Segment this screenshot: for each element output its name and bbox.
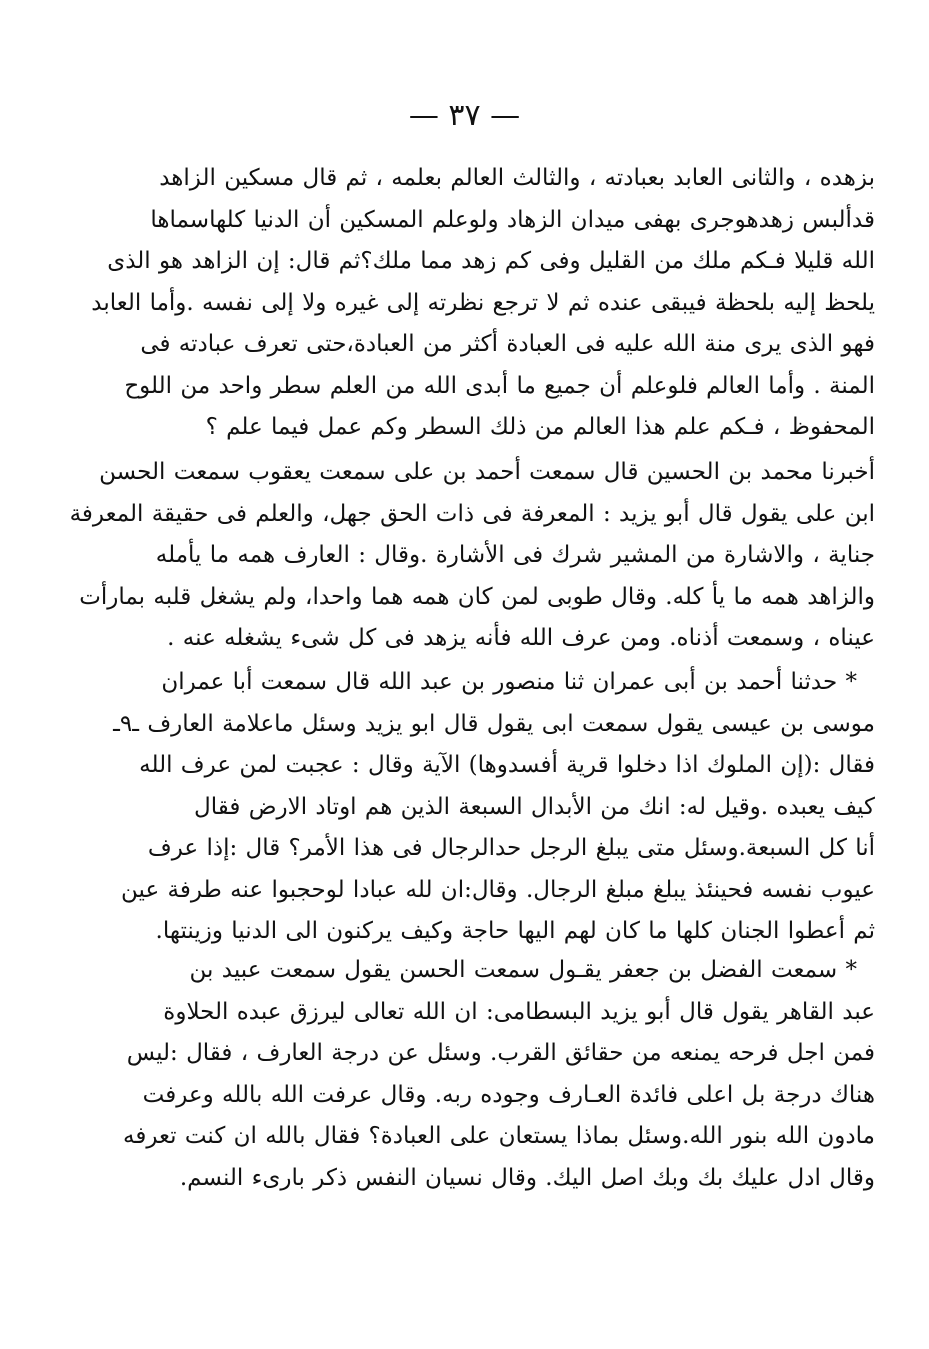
page-number: — ٣٧ — [408,98,521,133]
text-line: والزاهد همه ما يأ كله. وقال طوبى لمن كان همه هما واحدا، ولم يشغل قلبه بمارأت [79,583,875,610]
text-line: فهو الذى يرى منة الله عليه فى العبادة أكثر من العبادة،حتى تعرف عبادته فى [140,331,875,357]
text-line: وقال ادل عليك بك وبك اصل اليك. وقال نسيان النفس ذكر بارىء النسم. [179,1164,875,1191]
text-line: * حدثنا أحمد بن أبى عمران ثنا منصور بن عبد الله قال سمعت أبا عمران [161,669,857,695]
text-line: مادون الله بنور الله.وسئل بماذا يستعان على العبادة؟ فقال بالله ان كنت تعرفه [123,1123,875,1149]
text-line: ابن على يقول قال أبو يزيد : المعرفة فى ذات الحق جهل، والعلم فى حقيقة المعرفة [69,500,875,527]
text-line: الله قليلا فـكم ملك من القليل وفى كم زهد مما ملك؟ثم قال: إن الزاهد هو الذى [107,248,875,274]
text-line: المحفوظ ، فـكم علم هذا العالم من ذلك السطر وكم عمل فيما علم ؟ [205,414,875,440]
text-line: عيناه ، وسمعت أذناه. ومن عرف الله فأنه يزهد فى كل شىء يشغله عنه . [167,625,875,651]
text-line: بزهده ، والثانى العابد بعبادته ، والثالث العالم بعلمه ، ثم قال مسكين الزاهد [159,165,875,191]
text-line: هناك درجة بل اعلى فائدة العـارف وجوده ربه. وقال عرفت الله بالله وعرفت [142,1081,875,1108]
text-line: يلحظ إليه بلحظة فيبقى عنده ثم لا ترجع نظرته إلى غيره ولا إلى نفسه .وأما العابد [91,289,875,316]
text-line: جناية ، والاشارة من المشير شرك فى الأشارة .وقال : العارف همه ما يأمله [155,542,875,568]
text-line: فمن اجل فرحه يمنعه من حقائق القرب. وسئل عن درجة العارف ، فقال :ليس [126,1040,875,1066]
text-line: عيوب نفسه فحينئذ يبلغ مبلغ الرجال. وقال:ان لله عبادا لوحجبوا عنه طرفة عين [121,876,875,903]
paragraph-2 [69,452,875,660]
text-line: عبد القاهر يقول قال أبو يزيد البسطامى: ان الله تعالى ليرزق عبده الحلاوة [163,998,875,1025]
text-line: قدألبس زهدهوجرى بهفى ميدان الزهاد ولوعلم المسكين أن الدنيا كلهاسماها [150,206,875,233]
paragraph-1 [91,158,875,449]
text-line: موسى بن عيسى يقول سمعت ابى يقول قال ابو يزيد وسئل ماعلامة العارف ـ٩ـ [113,710,875,737]
text-line: فقال :(إن الملوك اذا دخلوا قرية أفسدوها) الآية وقال : عجبت لمن عرف الله [139,752,875,778]
text-line: ثم أعطوا الجنان كلها ما كان لهم اليها حاجة وكيف يركنون الى الدنيا وزينتها. [155,918,875,944]
text-line: أخبرنا محمد بن الحسين قال سمعت أحمد بن على سمعت يعقوب سمعت الحسن [99,459,875,485]
text-line: المنة . وأما العالم فلوعلم أن جميع ما أبدى الله من العلم سطر واحد من اللوح [124,372,875,399]
text-line: * سمعت الفضل بن جعفر يقـول سمعت الحسن يقول سمعت عبيد بن [189,957,857,983]
text-line: أنا كل السبعة.وسئل متى يبلغ الرجل حدالرجال فى هذا الأمر؟ قال :إذا عرف [147,835,875,861]
paragraph-3 [113,662,875,953]
text-line: كيف يعبده .وقيل له: انك من الأبدال السبعة الذين هم اوتاد الارض فقال [194,793,875,820]
paragraph-4 [123,950,875,1199]
